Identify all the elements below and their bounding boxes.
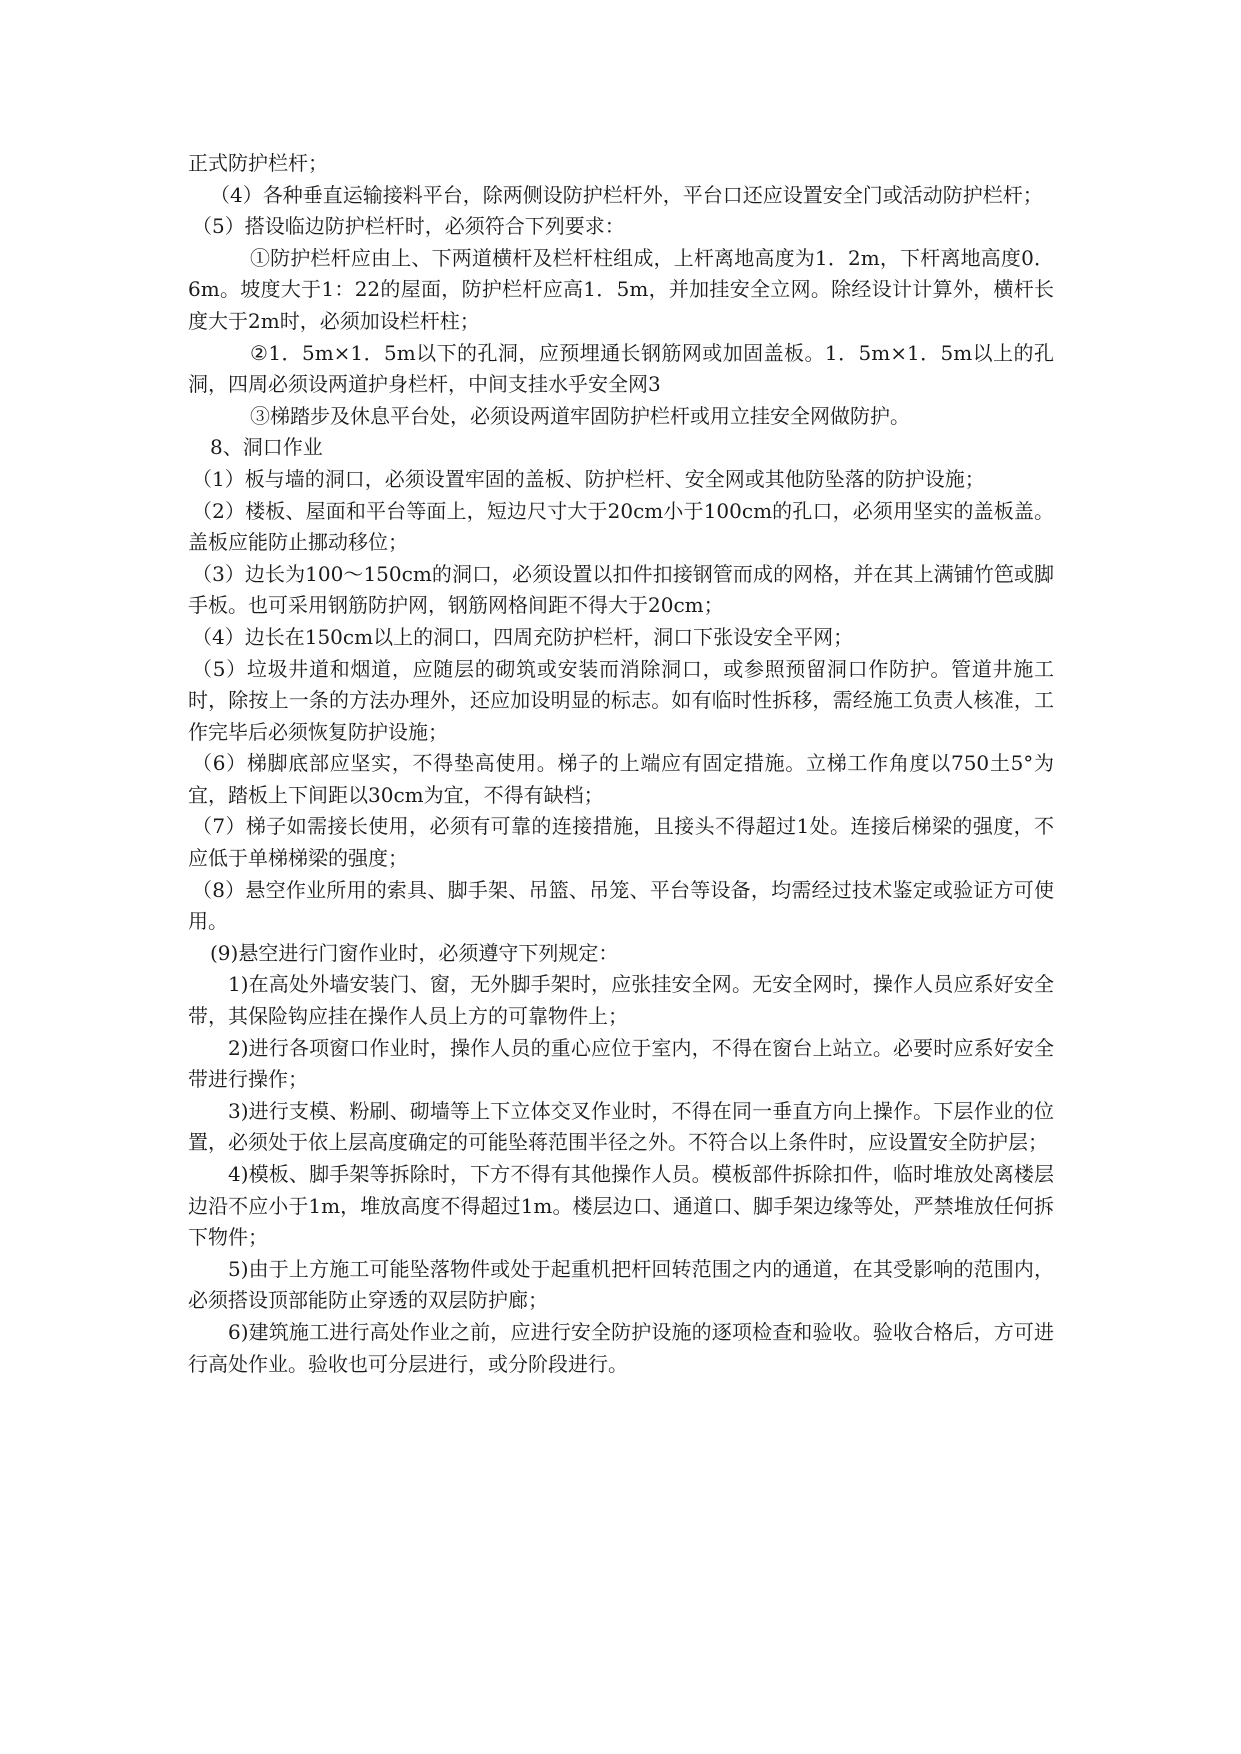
paragraph-sub-2: ②1．5m×1．5m以下的孔洞，应预埋通长钢筋网或加固盖板。1．5m×1．5m以上的孔洞，四周必须设两道护身栏杆，中间支挂水乎安全网3	[188, 340, 1054, 397]
paragraph-hole-5: （5）垃圾井道和烟道，应随层的砌筑或安装而消除洞口，或参照预留洞口作防护。管道井施工时，除按上一条的方法办理外，还应加设明显的标志。如有临时性拆移，需经施工负责人核准，工作完毕后必须恢复防护设施；	[188, 656, 1054, 744]
section-heading-8: 8、洞口作业	[210, 435, 323, 460]
paragraph-hole-7: （7）梯子如需接长使用，必须有可靠的连接措施，且接头不得超过1处。连接后梯梁的强度，不应低于单梯梯梁的强度；	[188, 814, 1054, 871]
paragraph-item-4-platform: （4）各种垂直运输接料平台，除两侧设防护栏杆外，平台口还应设置安全门或活动防护栏杆；	[210, 182, 1043, 207]
paragraph-rule-6: 6)建筑施工进行高处作业之前，应进行安全防护设施的逐项检查和验收。验收合格后，方可进行高处作业。验收也可分层进行，或分阶段进行。	[188, 1319, 1054, 1376]
paragraph-rule-1: 1)在高处外墙安装门、窗，无外脚手架时，应张挂安全网。无安全网时，操作人员应系好安全带，其保险钩应挂在操作人员上方的可靠物件上；	[188, 972, 1054, 1029]
paragraph-hole-8: （8）悬空作业所用的索具、脚手架、吊篮、吊笼、平台等设备，均需经过技术鉴定或验证方可使用。	[188, 877, 1054, 934]
document-page	[188, 148, 1054, 1380]
paragraph-hole-9: (9)悬空进行门窗作业时，必须遵守下列规定：	[210, 940, 619, 965]
paragraph-hole-3: （3）边长为100～150cm的洞口，必须设置以扣件扣接钢管而成的网格，并在其上满铺竹笆或脚手板。也可采用钢筋防护网，钢筋网格间距不得大于20cm；	[188, 561, 1054, 618]
paragraph-item-5-railing: （5）搭设临边防护栏杆时，必须符合下列要求：	[192, 214, 625, 239]
paragraph-rule-2: 2)进行各项窗口作业时，操作人员的重心应位于室内，不得在窗台上站立。必要时应系好安全带进行操作；	[188, 1035, 1054, 1092]
paragraph-rule-5: 5)由于上方施工可能坠落物件或处于起重机把杆回转范围之内的通道，在其受影响的范围内，必须搭设顶部能防止穿透的双层防护廊；	[188, 1256, 1054, 1313]
paragraph-hole-4: （4）边长在150cm以上的洞口，四周充防护栏杆，洞口下张设安全平网；	[192, 624, 854, 649]
paragraph-rule-3: 3)进行支模、粉刷、砌墙等上下立体交叉作业时，不得在同一垂直方向上操作。下层作业的位置，必须处于依上层高度确定的可能坠蒋范围半径之外。不符合以上条件时，应设置安全防护层；	[188, 1098, 1054, 1155]
paragraph-hole-1: （1）板与墙的洞口，必须设置牢固的盖板、防护栏杆、安全网或其他防坠落的防护设施；	[192, 466, 985, 491]
paragraph-rule-4: 4)模板、脚手架等拆除时，下方不得有其他操作人员。模板部件拆除扣件，临时堆放处离楼层边沿不应小于1m，堆放高度不得超过1m。楼层边口、通道口、脚手架边缘等处，严禁堆放任何拆下物件；	[188, 1162, 1054, 1250]
paragraph-hole-6: （6）梯脚底部应坚实，不得垫高使用。梯子的上端应有固定措施。立梯工作角度以750土5°为宜，踏板上下间距以30cm为宜，不得有缺档；	[188, 751, 1054, 807]
paragraph-sub-1: ①防护栏杆应由上、下两道横杆及栏杆柱组成，上杆离地高度为1．2m，下杆离地高度0．6m。坡度大于1：22的屋面，防护栏杆应高1．5m，并加挂安全立网。除经设计计算外，横杆长度大于2m时，必须加设栏杆柱；	[188, 245, 1054, 333]
paragraph-sub-3: ③梯踏步及休息平台处，必须设两道牢固防护栏杆或用立挂安全网做防护。	[250, 403, 910, 428]
paragraph-hole-2: （2）楼板、屋面和平台等面上，短边尺寸大于20cm小于100cm的孔口，必须用坚实的盖板盖。盖板应能防止挪动移位；	[188, 498, 1054, 555]
paragraph-railing-end: 正式防护栏杆；	[188, 151, 328, 175]
